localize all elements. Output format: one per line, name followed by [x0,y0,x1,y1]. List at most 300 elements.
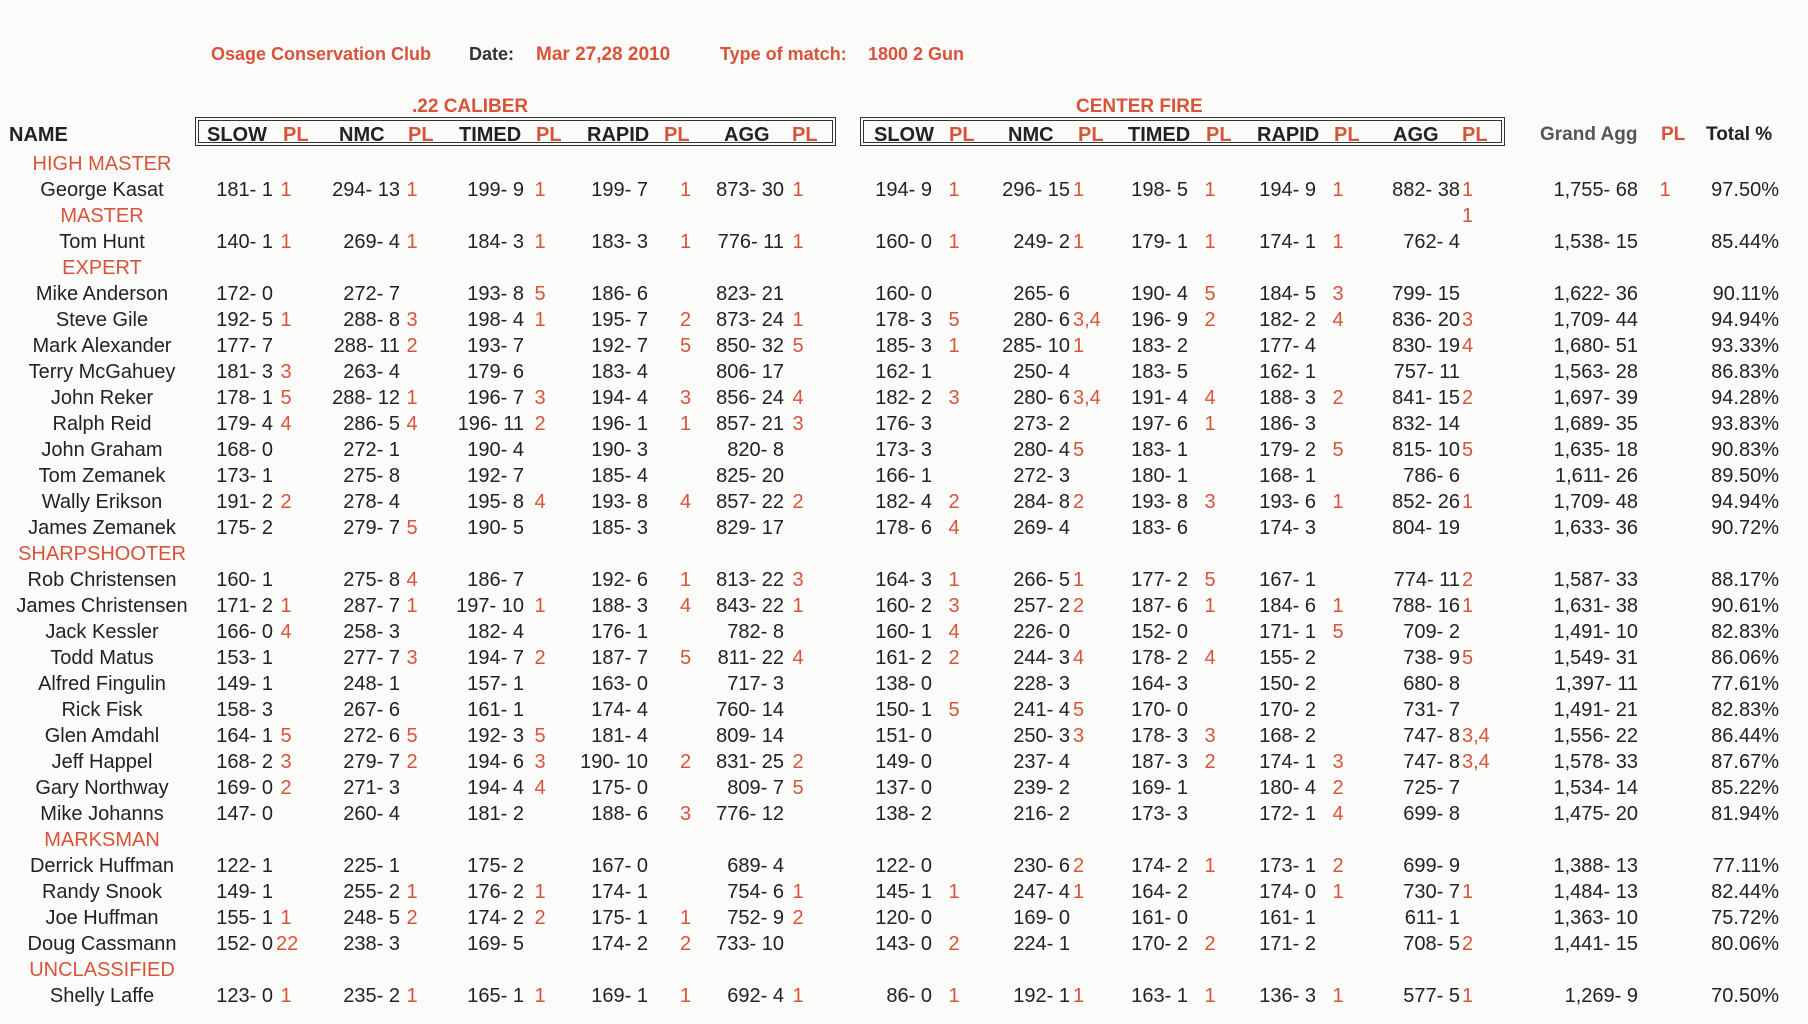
score-cell: 760- 14 [716,699,784,721]
place-cell: 3 [1462,309,1474,331]
shooter-name: Shelly Laffe [49,985,155,1007]
score-cell: 183- 4 [591,361,648,383]
score-cell: 786- 6 [1403,465,1460,487]
place-cell: 4 [680,595,692,617]
score-cell: 239- 2 [1013,777,1070,799]
score-cell: 86.06% [1711,647,1779,669]
place-cell: 1 [1204,595,1216,617]
score-cell: 145- 1 [875,881,932,903]
place-cell: 1 [534,231,546,253]
place-cell: 3 [280,361,292,383]
score-cell: 699- 9 [1403,855,1460,877]
score-cell: 193- 8 [467,283,524,305]
place-cell: 3 [1204,725,1216,747]
score-cell: 194- 7 [467,647,524,669]
score-cell: 94.28% [1711,387,1779,409]
score-cell: 1,549- 31 [1553,647,1638,669]
score-cell: 70.50% [1711,985,1779,1007]
place-cell: 5 [1332,621,1344,643]
score-cell: 122- 1 [216,855,273,877]
score-cell: 738- 9 [1403,647,1460,669]
score-cell: 692- 4 [727,985,784,1007]
score-cell: 171- 2 [216,595,273,617]
shooter-name: Doug Cassmann [27,933,177,955]
score-cell: 1,563- 28 [1553,361,1638,383]
score-cell: 90.11% [1712,283,1779,305]
score-cell: 170- 2 [1131,933,1188,955]
shooter-name: Tom Zemanek [38,465,166,487]
score-cell: 176- 2 [467,881,524,903]
category-label: HIGH MASTER [32,153,172,175]
col-pl: PL [1206,124,1232,146]
score-cell: 272- 6 [343,725,400,747]
score-cell: 97.50% [1711,179,1779,201]
place-cell: 4 [534,777,546,799]
score-cell: 193- 6 [1259,491,1316,513]
score-cell: 178- 3 [875,309,932,331]
score-cell: 782- 8 [727,621,784,643]
score-cell: 177- 4 [1259,335,1316,357]
score-cell: 193- 8 [1131,491,1188,513]
place-cell: 2 [1204,751,1216,773]
score-cell: 147- 0 [216,803,273,825]
score-cell: 167- 1 [1259,569,1316,591]
score-cell: 1,709- 44 [1553,309,1638,331]
shooter-name: Jack Kessler [45,621,159,643]
score-cell: 153- 1 [216,647,273,669]
place-cell: 5 [1073,439,1085,461]
score-cell: 747- 8 [1403,725,1460,747]
place-cell: 5 [680,335,692,357]
score-cell: 272- 7 [343,283,400,305]
col-pl: PL [792,124,818,146]
score-cell: 85.22% [1711,777,1779,799]
place-cell: 5 [680,647,692,669]
score-cell: 230- 6 [1013,855,1070,877]
score-cell: 196- 7 [467,387,524,409]
place-cell: 5 [406,517,418,539]
score-cell: 776- 11 [717,231,784,253]
score-cell: 825- 20 [716,465,784,487]
place-cell: 5 [792,335,804,357]
table-row [0,411,1808,437]
col-pl: PL [1334,124,1360,146]
score-cell: 179- 1 [1131,231,1188,253]
score-cell: 830- 19 [1392,335,1460,357]
score-cell: 138- 0 [875,673,932,695]
score-cell: 1,755- 68 [1553,179,1638,201]
place-cell: 1 [1073,335,1085,357]
place-cell: 5 [1204,569,1216,591]
shooter-name: Derrick Huffman [29,855,175,877]
match-date: Mar 27,28 2010 [536,44,671,65]
place-cell: 1 [534,309,546,331]
col-name: NAME [9,124,68,146]
score-cell: 187- 7 [591,647,648,669]
score-cell: 164- 1 [216,725,273,747]
score-cell: 224- 1 [1013,933,1070,955]
place-cell: 3 [948,595,960,617]
score-cell: 275- 8 [343,465,400,487]
score-cell: 272- 1 [343,439,400,461]
score-cell: 81.94% [1711,803,1779,825]
place-cell: 1 [1332,985,1344,1007]
score-cell: 831- 25 [716,751,784,773]
col-nmc-cf: NMC [1008,124,1054,146]
score-cell: 856- 24 [716,387,784,409]
place-cell: 1 [680,985,692,1007]
score-cell: 155- 2 [1259,647,1316,669]
score-cell: 829- 17 [716,517,784,539]
score-cell: 182- 4 [467,621,524,643]
score-cell: 733- 10 [716,933,784,955]
place-cell: 1 [948,985,960,1007]
score-cell: 171- 2 [1259,933,1316,955]
place-cell: 4 [1073,647,1085,669]
place-cell: 4 [280,413,292,435]
score-cell: 196- 11 [457,413,524,435]
score-cell: 168- 1 [1259,465,1316,487]
category-label: UNCLASSIFIED [29,959,175,981]
score-cell: 194- 4 [467,777,524,799]
place-cell: 5 [1332,439,1344,461]
score-cell: 811- 22 [717,647,784,669]
place-cell: 1 [792,985,804,1007]
score-cell: 75.72% [1711,907,1779,929]
score-cell: 247- 4 [1013,881,1070,903]
place-cell: 2 [1332,855,1344,877]
score-cell: 179- 4 [216,413,273,435]
shooter-name: James Christensen [16,595,188,617]
score-cell: 186- 6 [591,283,648,305]
place-cell: 3 [680,387,692,409]
score-cell: 94.94% [1711,491,1779,513]
score-cell: 175- 0 [591,777,648,799]
category-row [0,255,1808,281]
score-cell: 1,680- 51 [1553,335,1638,357]
score-cell: 173- 1 [1259,855,1316,877]
table-row [0,931,1808,957]
score-cell: 708- 5 [1403,933,1460,955]
score-cell: 762- 4 [1403,231,1460,253]
score-cell: 288- 12 [332,387,400,409]
category-row [0,151,1808,177]
table-row [0,749,1808,775]
table-row [0,281,1808,307]
place-cell: 1 [1332,231,1344,253]
place-cell: 3 [406,309,418,331]
score-cell: 725- 7 [1403,777,1460,799]
place-cell: 1 [1462,881,1474,903]
place-cell: 5 [1073,699,1085,721]
shooter-name: Mark Alexander [32,335,172,357]
place-cell: 1 [1462,491,1474,513]
score-cell: 850- 32 [716,335,784,357]
table-row [0,333,1808,359]
group-center-fire: CENTER FIRE [1076,96,1203,117]
score-cell: 1,475- 20 [1553,803,1638,825]
place-cell: 2 [1332,777,1344,799]
shooter-name: John Graham [41,439,163,461]
match-type: 1800 2 Gun [868,44,965,64]
place-cell: 1 [680,179,692,201]
score-cell: 160- 2 [875,595,932,617]
score-cell: 162- 1 [1259,361,1316,383]
score-cell: 717- 3 [727,673,784,695]
score-cell: 178- 6 [875,517,932,539]
score-cell: 263- 4 [343,361,400,383]
place-cell: 1 [1204,179,1216,201]
score-cell: 169- 1 [1131,777,1188,799]
score-cell: 160- 0 [875,231,932,253]
place-cell: 2 [792,491,804,513]
score-cell: 174- 1 [591,881,648,903]
place-cell: 22 [276,933,299,955]
col-pl: PL [1078,124,1104,146]
category-label: EXPERT [62,257,142,279]
score-cell: 198- 5 [1131,179,1188,201]
score-cell: 577- 5 [1403,985,1460,1007]
score-cell: 193- 7 [467,335,524,357]
score-cell: 238- 3 [343,933,400,955]
place-cell: 2 [1204,933,1216,955]
score-cell: 873- 24 [716,309,784,331]
table-row [0,463,1808,489]
score-cell: 228- 3 [1013,673,1070,695]
place-cell: 3 [948,387,960,409]
score-cell: 168- 0 [216,439,273,461]
place-cell: 4 [534,491,546,513]
table-row [0,645,1808,671]
score-cell: 809- 14 [716,725,784,747]
place-cell: 3 [406,647,418,669]
score-cell: 179- 2 [1259,439,1316,461]
score-cell: 186- 7 [467,569,524,591]
score-cell: 857- 21 [716,413,784,435]
score-cell: 190- 4 [1131,283,1188,305]
score-cell: 1,397- 11 [1554,673,1638,695]
score-cell: 143- 0 [875,933,932,955]
shooter-name: Ralph Reid [52,413,152,435]
score-cell: 1,587- 33 [1553,569,1638,591]
score-cell: 161- 1 [467,699,524,721]
shooter-name: Alfred Fingulin [38,673,166,695]
score-cell: 190- 3 [591,439,648,461]
score-cell: 806- 17 [716,361,784,383]
place-cell: 5 [1462,647,1474,669]
score-cell: 168- 2 [216,751,273,773]
score-cell: 776- 12 [716,803,784,825]
score-cell: 174- 2 [1131,855,1188,877]
shooter-name: Jeff Happel [51,751,153,773]
place-cell: 2 [1073,855,1085,877]
score-cell: 160- 1 [216,569,273,591]
score-cell: 183- 5 [1131,361,1188,383]
score-cell: 169- 0 [1013,907,1070,929]
table-row [0,359,1808,385]
score-cell: 175- 1 [591,907,648,929]
col-agg-22: AGG [724,124,770,146]
score-cell: 249- 2 [1013,231,1070,253]
col-slow-22: SLOW [207,124,267,146]
score-cell: 170- 0 [1131,699,1188,721]
score-cell: 191- 4 [1131,387,1188,409]
place-cell: 1 [680,907,692,929]
place-cell: 1 [1462,205,1474,227]
score-cell: 185- 4 [591,465,648,487]
score-cell: 190- 4 [467,439,524,461]
score-cell: 168- 2 [1259,725,1316,747]
score-cell: 150- 1 [875,699,932,721]
place-cell: 2 [1332,387,1344,409]
score-cell: 237- 4 [1013,751,1070,773]
score-cell: 192- 3 [467,725,524,747]
score-cell: 269- 4 [343,231,400,253]
score-cell: 167- 0 [591,855,648,877]
col-pl: PL [949,124,975,146]
place-cell: 1 [1204,985,1216,1007]
place-cell: 1 [680,231,692,253]
score-cell: 820- 8 [727,439,784,461]
score-cell: 172- 1 [1259,803,1316,825]
score-cell: 152- 0 [1131,621,1188,643]
score-cell: 149- 0 [875,751,932,773]
place-cell: 1 [1332,595,1344,617]
score-cell: 152- 0 [216,933,273,955]
score-cell: 1,491- 21 [1553,699,1638,721]
score-cell: 774- 11 [1393,569,1460,591]
score-cell: 185- 3 [591,517,648,539]
place-cell: 3 [1073,725,1085,747]
score-cell: 199- 9 [467,179,524,201]
score-cell: 90.61% [1711,595,1779,617]
score-cell: 174- 1 [1259,751,1316,773]
place-cell: 1 [1073,179,1085,201]
score-cell: 226- 0 [1013,621,1070,643]
score-cell: 77.61% [1711,673,1779,695]
place-cell: 1 [280,309,292,331]
score-cell: 199- 7 [591,179,648,201]
score-cell: 192- 6 [591,569,648,591]
category-label: MASTER [60,205,144,227]
place-cell: 1 [1462,595,1474,617]
shooter-name: Mike Johanns [40,803,164,825]
score-cell: 248- 5 [343,907,400,929]
match-type-label: Type of match: [720,44,847,64]
score-cell: 182- 2 [875,387,932,409]
score-cell: 160- 1 [875,621,932,643]
score-cell: 813- 22 [716,569,784,591]
score-cell: 279- 7 [343,751,400,773]
place-cell: 1 [406,231,418,253]
score-cell: 160- 0 [875,283,932,305]
score-cell: 1,578- 33 [1553,751,1638,773]
category-row [0,541,1808,567]
place-cell: 2 [792,907,804,929]
place-cell: 4 [280,621,292,643]
score-cell: 163- 1 [1131,985,1188,1007]
place-cell: 1 [534,595,546,617]
score-cell: 176- 1 [591,621,648,643]
score-cell: 82.83% [1711,699,1779,721]
score-cell: 852- 26 [1392,491,1460,513]
score-cell: 178- 1 [216,387,273,409]
score-cell: 184- 5 [1259,283,1316,305]
score-cell: 173- 1 [216,465,273,487]
score-cell: 173- 3 [875,439,932,461]
table-row [0,801,1808,827]
place-cell: 3 [792,569,804,591]
score-cell: 823- 21 [716,283,784,305]
shooter-name: Glen Amdahl [44,725,160,747]
score-cell: 857- 22 [716,491,784,513]
score-cell: 257- 2 [1013,595,1070,617]
place-cell: 1 [680,413,692,435]
place-cell: 3 [1332,751,1344,773]
score-cell: 1,697- 39 [1553,387,1638,409]
score-cell: 85.44% [1711,231,1779,253]
place-cell: 2 [792,751,804,773]
table-row [0,723,1808,749]
table-row [0,229,1808,255]
place-cell: 1 [948,335,960,357]
score-cell: 177- 2 [1131,569,1188,591]
table-row [0,983,1808,1009]
place-cell: 2 [534,647,546,669]
place-cell: 3,4 [1073,387,1101,409]
score-cell: 611- 1 [1404,907,1460,929]
score-cell: 277- 7 [343,647,400,669]
score-cell: 882- 38 [1392,179,1460,201]
place-cell: 3 [280,751,292,773]
place-cell: 4 [406,569,418,591]
score-cell: 166- 0 [216,621,273,643]
score-cell: 86- 0 [886,985,932,1007]
place-cell: 3,4 [1462,725,1490,747]
score-cell: 138- 2 [875,803,932,825]
score-cell: 709- 2 [1403,621,1460,643]
score-cell: 689- 4 [727,855,784,877]
place-cell: 1 [1332,881,1344,903]
score-cell: 272- 3 [1013,465,1070,487]
score-cell: 172- 0 [216,283,273,305]
score-cell: 248- 1 [343,673,400,695]
score-cell: 149- 1 [216,673,273,695]
score-cell: 193- 8 [591,491,648,513]
score-cell: 196- 1 [591,413,648,435]
place-cell: 1 [1659,179,1671,201]
place-cell: 4 [792,387,804,409]
score-cell: 1,689- 35 [1553,413,1638,435]
score-cell: 174- 2 [467,907,524,929]
place-cell: 1 [1462,985,1474,1007]
score-cell: 151- 0 [875,725,932,747]
score-cell: 195- 7 [591,309,648,331]
score-cell: 1,611- 26 [1554,465,1638,487]
score-cell: 757- 11 [1393,361,1460,383]
score-cell: 191- 2 [216,491,273,513]
shooter-name: Rob Christensen [27,569,177,591]
score-cell: 166- 1 [875,465,932,487]
place-cell: 5 [280,725,292,747]
score-cell: 93.83% [1711,413,1779,435]
score-cell: 163- 0 [591,673,648,695]
score-cell: 86.44% [1711,725,1779,747]
score-cell: 158- 3 [216,699,273,721]
place-cell: 1 [948,881,960,903]
col-pl: PL [408,124,434,146]
shooter-name: Terry McGahuey [28,361,176,383]
